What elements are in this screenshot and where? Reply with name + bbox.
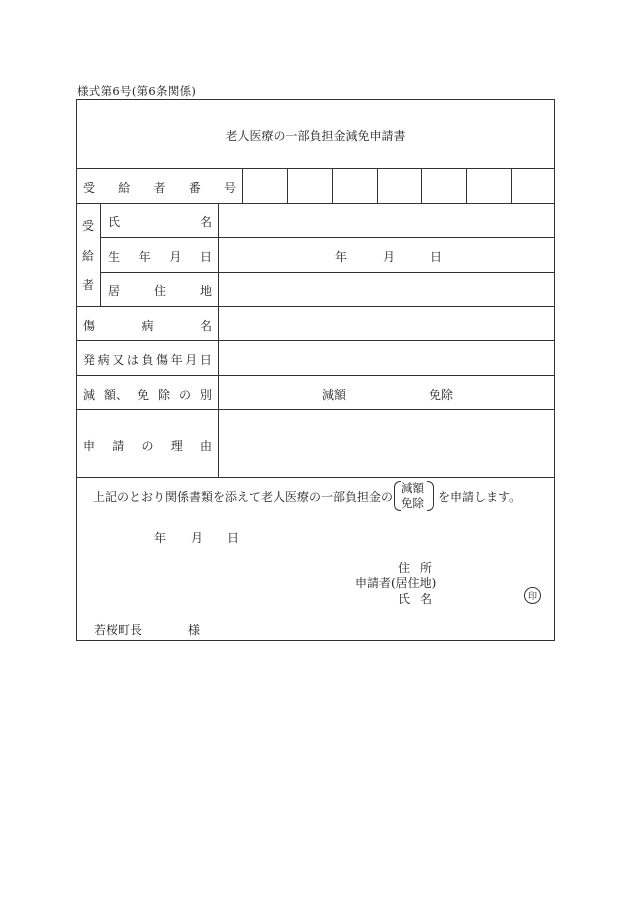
residence-field[interactable] <box>219 273 554 305</box>
recipient-group-label: 受 給 者 <box>81 219 94 292</box>
onset-date-field[interactable] <box>219 341 554 374</box>
recipient-number-digit-6[interactable] <box>467 169 510 202</box>
name-field[interactable] <box>219 204 554 237</box>
addressee-honorific: 様 <box>188 623 201 637</box>
rule <box>76 477 555 478</box>
classification-label: 減 額、 免 除 の 別 <box>83 388 212 402</box>
recipient-number-digit-2[interactable] <box>288 169 331 202</box>
reason-label: 申 請 の 理 由 <box>83 439 212 453</box>
classification-option-reduction[interactable]: 減額 <box>322 388 347 402</box>
application-day: 日 <box>227 531 240 545</box>
declaration-option-reduction[interactable]: 減額 <box>401 481 424 495</box>
addressee-title: 若桜町長 <box>94 623 143 637</box>
application-year: 年 <box>154 531 167 545</box>
name-label: 氏 名 <box>108 215 212 229</box>
declaration-text: 上記のとおり関係書類を添えて老人医療の一部負担金の <box>93 490 394 504</box>
application-month: 月 <box>191 531 204 545</box>
applicant-name-label: 氏 名 <box>398 592 432 606</box>
brace-right <box>427 481 434 511</box>
declaration-options <box>394 481 434 511</box>
recipient-number-digit-5[interactable] <box>422 169 465 202</box>
classification-option-exemption[interactable]: 免除 <box>429 388 454 402</box>
birthdate-month: 月 <box>383 250 396 264</box>
recipient-number-digit-1[interactable] <box>243 169 286 202</box>
form-id: 様式第6号(第6条関係) <box>77 84 197 98</box>
disease-label: 傷 病 名 <box>83 319 212 333</box>
applicant-address-label: 住 所 <box>398 561 432 575</box>
recipient-number-digit-4[interactable] <box>378 169 420 202</box>
form-title: 老人医療の一部負担金減免申請書 <box>225 129 406 143</box>
recipient-number-digit-3[interactable] <box>333 169 376 202</box>
birthdate-label: 生 年 月 日 <box>108 250 212 264</box>
applicant-label: 申請者(居住地) <box>355 576 437 590</box>
reason-field[interactable] <box>219 410 554 476</box>
birthdate-day: 日 <box>430 250 443 264</box>
seal-mark: 印 <box>524 587 541 604</box>
rule <box>76 375 555 376</box>
declaration-text-end: を申請します。 <box>438 490 522 504</box>
declaration-option-exemption[interactable]: 免除 <box>401 496 424 510</box>
birthdate-year: 年 <box>335 250 348 264</box>
residence-label: 居 住 地 <box>108 284 212 298</box>
recipient-number-label: 受 給 者 番 号 <box>83 181 236 195</box>
rule <box>100 203 101 306</box>
onset-date-label: 発 病 又 は 負 傷 年 月 日 <box>83 353 212 367</box>
disease-field[interactable] <box>219 307 554 339</box>
brace-left <box>394 481 401 511</box>
recipient-number-digit-7[interactable] <box>512 169 554 202</box>
